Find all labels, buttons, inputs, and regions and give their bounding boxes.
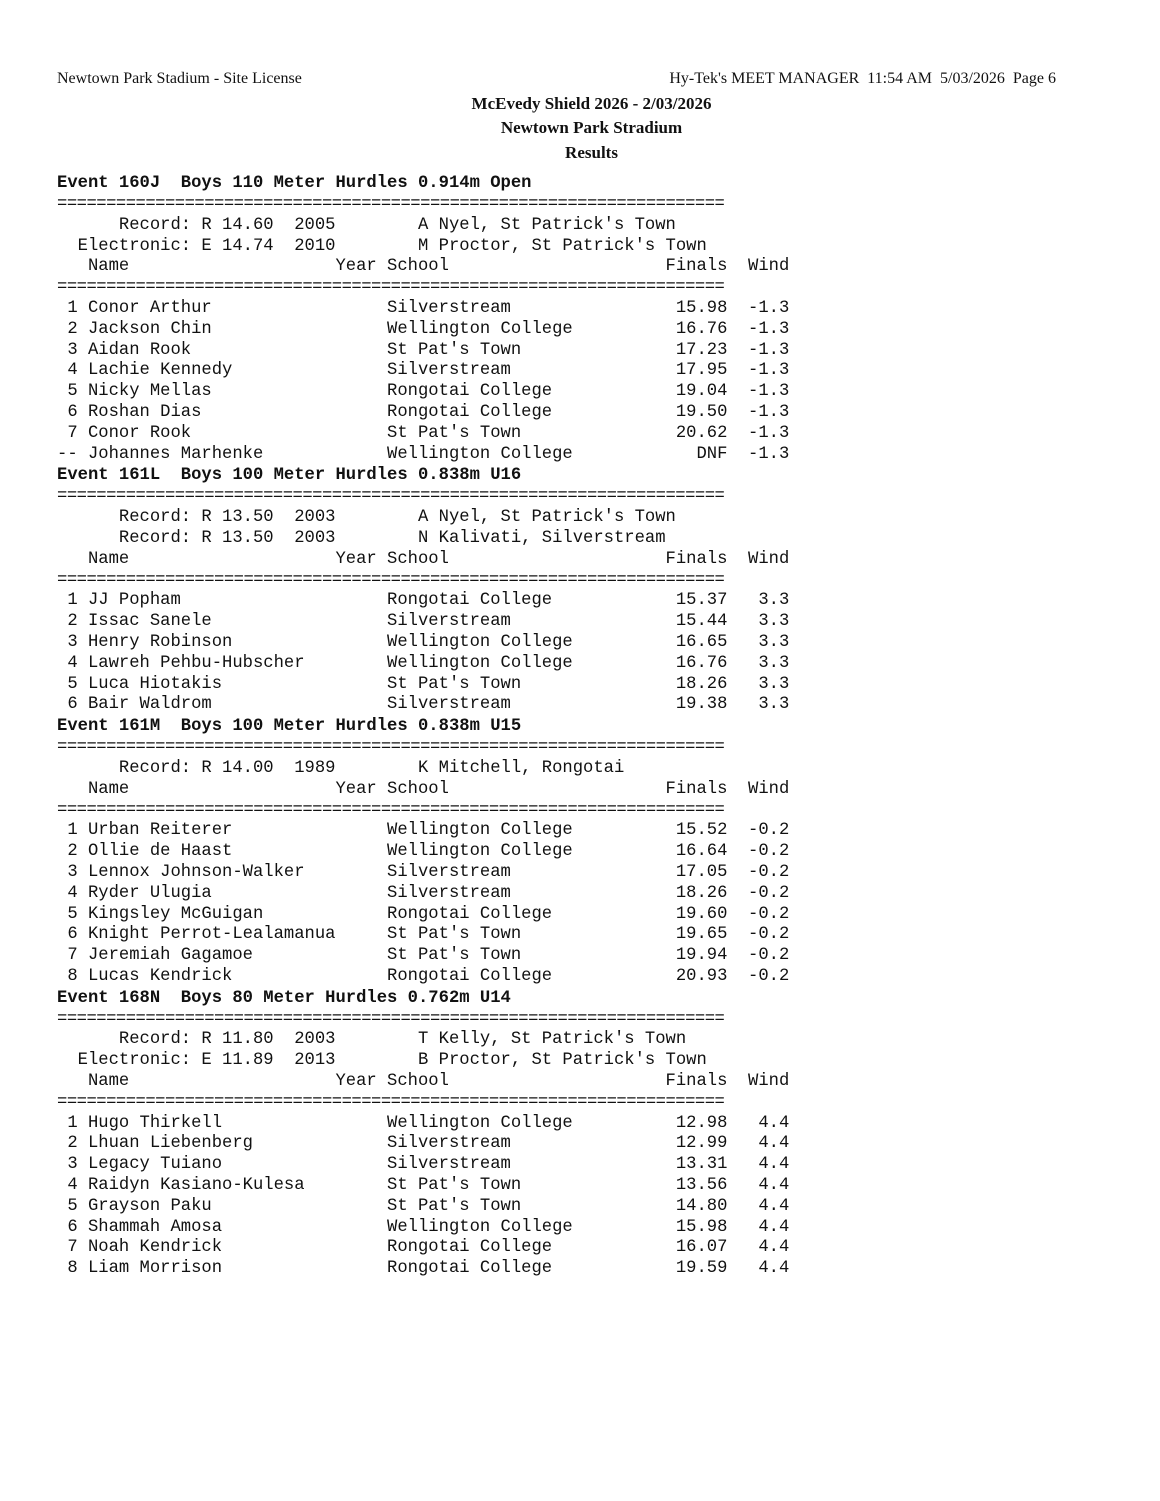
result-row: 3 Henry Robinson Wellington College 16.65 3.3 — [57, 632, 790, 652]
result-row: 7 Jeremiah Gagamoe St Pat's Town 19.94 -0.2 — [57, 946, 790, 966]
result-row: 6 Shammah Amosa Wellington College 15.98 4.4 — [57, 1217, 790, 1237]
result-row: 5 Kingsley McGuigan Rongotai College 19.60 -0.2 — [57, 904, 790, 924]
result-row: 3 Lennox Johnson-Walker Silverstream 17.05 -0.2 — [57, 862, 790, 882]
record-line: Record: R 11.80 2003 T Kelly, St Patrick's Town — [57, 1030, 687, 1050]
event-block — [57, 173, 797, 465]
record-line: Electronic: E 11.89 2013 B Proctor, St Patrick's Town — [57, 1051, 707, 1071]
result-row: 2 Ollie de Haast Wellington College 16.64 -0.2 — [57, 842, 790, 862]
column-header: Name Year School Finals Wind — [57, 1072, 790, 1092]
results-document — [57, 173, 797, 1280]
record-line: Electronic: E 14.74 2010 M Proctor, St Patrick's Town — [57, 236, 707, 256]
meet-title: McEvedy Shield 2026 - 2/03/2026 — [471, 94, 712, 113]
result-row: 7 Noah Kendrick Rongotai College 16.07 4.4 — [57, 1238, 790, 1258]
event-block — [57, 716, 797, 988]
result-row: 4 Ryder Ulugia Silverstream 18.26 -0.2 — [57, 883, 790, 903]
event-title: Event 161M Boys 100 Meter Hurdles 0.838m U15 — [57, 717, 522, 737]
result-row: 5 Luca Hiotakis St Pat's Town 18.26 3.3 — [57, 674, 790, 694]
event-title: Event 161L Boys 100 Meter Hurdles 0.838m U16 — [57, 466, 522, 486]
result-row: 4 Raidyn Kasiano-Kulesa St Pat's Town 13.56 4.4 — [57, 1176, 790, 1196]
separator: ==================================================================== — [57, 1009, 725, 1029]
result-row: 8 Lucas Kendrick Rongotai College 20.93 -0.2 — [57, 966, 790, 986]
result-row: 5 Grayson Paku St Pat's Town 14.80 4.4 — [57, 1196, 790, 1216]
record-line: Record: R 13.50 2003 A Nyel, St Patrick's Town — [57, 508, 676, 528]
result-row: -- Johannes Marhenke Wellington College DNF -1.3 — [57, 444, 790, 464]
separator: ==================================================================== — [57, 738, 725, 758]
column-header: Name Year School Finals Wind — [57, 549, 790, 569]
result-row: 1 Urban Reiterer Wellington College 15.52 -0.2 — [57, 821, 790, 841]
record-line: Record: R 13.50 2003 N Kalivati, Silverstream — [57, 528, 666, 548]
result-row: 4 Lawreh Pehbu-Hubscher Wellington College 16.76 3.3 — [57, 653, 790, 673]
section-title: Results — [565, 143, 618, 162]
separator: ==================================================================== — [57, 800, 725, 820]
result-row: 3 Legacy Tuiano Silverstream 13.31 4.4 — [57, 1155, 790, 1175]
result-row: 6 Bair Waldrom Silverstream 19.38 3.3 — [57, 695, 790, 715]
result-row: 1 Conor Arthur Silverstream 15.98 -1.3 — [57, 298, 790, 318]
column-header: Name Year School Finals Wind — [57, 257, 790, 277]
result-row: 2 Issac Sanele Silverstream 15.44 3.3 — [57, 612, 790, 632]
meet-manager-stamp: Hy-Tek's MEET MANAGER 11:54 AM 5/03/2026 Page 6 — [669, 70, 1056, 87]
result-row: 1 JJ Popham Rongotai College 15.37 3.3 — [57, 591, 790, 611]
separator: ==================================================================== — [57, 487, 725, 507]
result-row: 5 Nicky Mellas Rongotai College 19.04 -1.3 — [57, 382, 790, 402]
record-line: Record: R 14.00 1989 K Mitchell, Rongotai — [57, 758, 625, 778]
site-license: Newtown Park Stadium - Site License — [57, 70, 302, 87]
separator: ==================================================================== — [57, 195, 725, 214]
result-row: 8 Liam Morrison Rongotai College 19.59 4.4 — [57, 1259, 790, 1279]
result-row: 3 Aidan Rook St Pat's Town 17.23 -1.3 — [57, 340, 790, 360]
event-title: Event 160J Boys 110 Meter Hurdles 0.914m Open — [57, 174, 532, 193]
result-row: 6 Roshan Dias Rongotai College 19.50 -1.3 — [57, 402, 790, 422]
event-block — [57, 465, 797, 716]
result-row: 7 Conor Rook St Pat's Town 20.62 -1.3 — [57, 423, 790, 443]
separator: ==================================================================== — [57, 278, 725, 298]
record-line: Record: R 14.60 2005 A Nyel, St Patrick's Town — [57, 215, 676, 235]
result-row: 1 Hugo Thirkell Wellington College 12.98 4.4 — [57, 1113, 790, 1133]
column-header: Name Year School Finals Wind — [57, 779, 790, 799]
event-title: Event 168N Boys 80 Meter Hurdles 0.762m U14 — [57, 988, 511, 1008]
venue-title: Newtown Park Stradium — [500, 118, 683, 137]
separator: ==================================================================== — [57, 1092, 725, 1112]
result-row: 2 Jackson Chin Wellington College 16.76 -1.3 — [57, 319, 790, 339]
result-row: 2 Lhuan Liebenberg Silverstream 12.99 4.4 — [57, 1134, 790, 1154]
separator: ==================================================================== — [57, 570, 725, 590]
result-row: 6 Knight Perrot-Lealamanua St Pat's Town 19.65 -0.2 — [57, 925, 790, 945]
event-block — [57, 988, 797, 1280]
result-row: 4 Lachie Kennedy Silverstream 17.95 -1.3 — [57, 361, 790, 381]
